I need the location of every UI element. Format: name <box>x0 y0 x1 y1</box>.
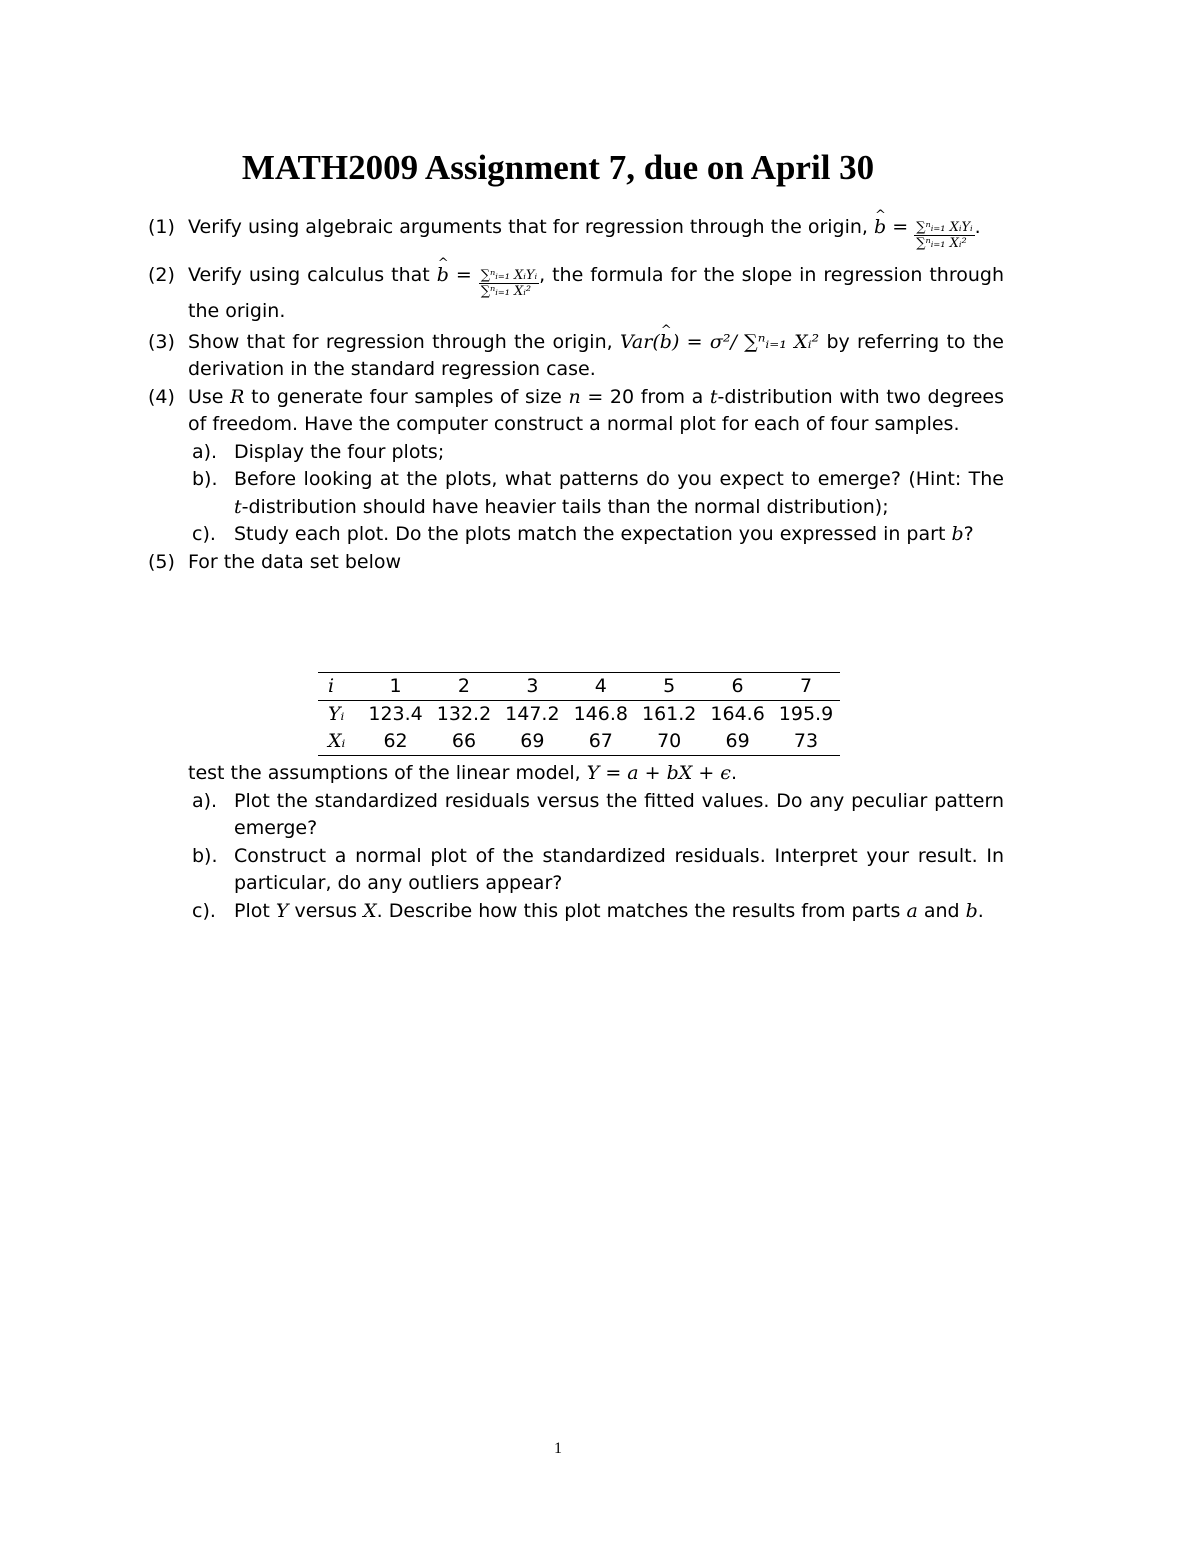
table-cell: 3 <box>498 673 566 701</box>
table-cell: 195.9 <box>778 703 834 725</box>
problem-text: Verify using calculus that <box>188 264 430 286</box>
table-cell: 6 <box>703 673 771 701</box>
problem-5 <box>148 549 1004 577</box>
n-symbol: n <box>568 385 581 408</box>
table-cell: 147.2 <box>505 703 560 725</box>
problem-number: (1) <box>148 216 175 238</box>
problem-list <box>148 214 1004 576</box>
problem-text-continued: by referring to the derivation in the standard regression case. <box>188 330 1004 380</box>
table-row <box>318 728 840 756</box>
subpart-text: Display the four plots; <box>234 440 445 463</box>
table-cell: 4 <box>567 673 635 701</box>
subpart-c: c). Plot Y versus X. Describe how this plot matches the results from parts a and b. <box>188 898 1004 926</box>
problem-number: (5) <box>148 550 175 573</box>
problem-text: For the data set below <box>188 550 402 573</box>
subpart-label: b). <box>192 468 218 490</box>
b-hat-symbol: ^ b <box>874 214 886 242</box>
variance-close: ) <box>671 330 680 353</box>
table-cell: 69 <box>520 730 545 752</box>
variance-formula: = σ²/ ∑ⁿᵢ₌₁ Xᵢ² <box>686 330 820 353</box>
problem-4-subparts <box>188 439 1004 549</box>
equals-sign: = <box>892 216 909 238</box>
variance-label: Var( <box>619 330 660 353</box>
t-symbol: t <box>709 385 718 408</box>
data-table <box>318 672 840 756</box>
y-symbol: Y <box>275 899 289 922</box>
page-number: 1 <box>554 1440 562 1457</box>
problem-2 <box>148 262 1004 326</box>
b-symbol: b <box>965 899 978 922</box>
x-symbol: X <box>363 899 377 922</box>
fraction-denominator: ∑ⁿᵢ₌₁ Xᵢ² <box>480 284 532 299</box>
fraction-numerator: ∑ⁿᵢ₌₁ XᵢYᵢ <box>916 220 973 235</box>
table-cell: 161.2 <box>641 703 697 725</box>
subpart-a <box>188 439 1004 467</box>
table-cell: 73 <box>793 730 819 752</box>
subpart-label: a). <box>192 440 218 463</box>
problem-1 <box>148 214 1004 250</box>
b-hat-symbol: ^ b <box>437 262 449 290</box>
subpart-label: c). <box>192 899 216 922</box>
problem-number: (2) <box>148 264 175 286</box>
problem-number: (4) <box>148 385 175 408</box>
period: . <box>974 216 981 238</box>
table-header-row <box>318 673 840 701</box>
table-cell: 164.6 <box>710 703 765 725</box>
problem-5-continued <box>188 760 1004 925</box>
assignment-title: MATH2009 Assignment 7, due on April 30 <box>241 148 875 187</box>
model-statement: test the assumptions of the linear model, Y = a + bX + ϵ. <box>188 762 737 784</box>
subpart-a <box>188 788 1004 843</box>
t-symbol: t <box>234 495 242 518</box>
table-cell: 132.2 <box>436 703 492 725</box>
table-cell: 7 <box>772 673 840 701</box>
table-cell: 2 <box>430 673 498 701</box>
subpart-label: b). <box>192 844 218 867</box>
problem-3 <box>148 329 1004 384</box>
a-symbol: a <box>906 899 918 922</box>
subpart-text: Construct a normal plot of the standardized residuals. Interpret your result. In particular, do any outliers appear? <box>234 844 1004 894</box>
subpart-text: Plot the standardized residuals versus the fitted values. Do any peculiar pattern emerge? <box>234 789 1004 839</box>
table-row-label: Yᵢ <box>328 703 345 725</box>
table-cell: 1 <box>361 673 429 701</box>
table-cell: 70 <box>657 730 682 752</box>
subpart-label: c). <box>192 523 216 545</box>
b-symbol: b <box>951 523 964 545</box>
problem-4 <box>148 384 1004 549</box>
table-row-label: Xᵢ <box>328 730 346 752</box>
table-cell: 66 <box>451 730 477 752</box>
table-cell: 62 <box>383 730 408 752</box>
table-row <box>318 701 840 729</box>
table-cell: 67 <box>588 730 613 752</box>
problem-text-continued: , the formula for the slope in regression through the origin. <box>188 264 1004 322</box>
subpart-b <box>188 843 1004 898</box>
problem-text: Use R to generate four samples of size n = 20 from a t-distribution with two degrees of freedom. Have the computer construct a normal plot for each of four samples. <box>188 385 1005 435</box>
problem-number: (3) <box>148 330 175 353</box>
fraction-numerator: ∑ⁿᵢ₌₁ XᵢYᵢ <box>480 268 538 283</box>
problem-text: Show that for regression through the origin, <box>188 330 613 353</box>
table-cell: 5 <box>635 673 703 701</box>
subpart-label: a). <box>192 789 218 812</box>
table-cell: 123.4 <box>368 703 423 725</box>
subpart-c: c). Study each plot. Do the plots match the expectation you expressed in part b? <box>188 521 1004 549</box>
slope-fraction <box>914 221 974 250</box>
slope-fraction <box>479 269 539 298</box>
r-symbol: R <box>230 385 245 408</box>
b-hat-symbol: ^ b <box>660 329 672 357</box>
table-cell: 146.8 <box>573 703 628 725</box>
fraction-denominator: ∑ⁿᵢ₌₁ Xᵢ² <box>916 236 967 251</box>
problem-text: Verify using algebraic arguments that for regression through the origin, <box>188 216 868 238</box>
table-cell: 69 <box>725 730 750 752</box>
equals-sign: = <box>455 264 472 286</box>
table-row-label: i <box>318 673 361 701</box>
linear-model-formula: Y = a + bX + ϵ <box>586 762 731 784</box>
subpart-b: b). Before looking at the plots, what patterns do you expect to emerge? (Hint: The t-distribution should have heavier tails than the normal distribution); <box>192 468 1004 518</box>
